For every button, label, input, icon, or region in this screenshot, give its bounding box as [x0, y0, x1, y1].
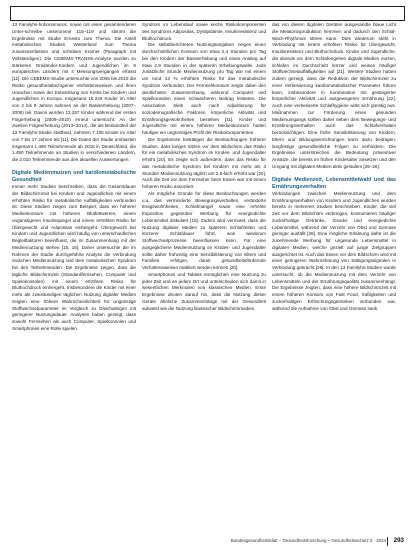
paragraph: Die Ergebnisse bestätigen die Beobachtungen früherer Studien, dass langes Sitzen vor dem Bildschirm das Risiko für ein metabolisches Syndrom im Kindes- und Jugendalter erhöht [20]. Es zeigte sich außerdem, dass das Risiko für das metabolische Syndrom bei Kindern mit mehr als 3 Stunden Mediennutzung täglich um 2,6-fach erhöht war [20]. Auch die Zeit vor dem Fernseher beim Essen war mit einem höheren Risiko assoziiert.	[142, 136, 266, 189]
paragraph: Syndrom im Lebenslauf sowie sechs Risikokomponenten des Syndroms Adipositas, Dyslipidämie, Insulinresistenz und Bluthochdruck.	[142, 22, 266, 41]
text-column-3	[272, 22, 396, 312]
paragraph: das von diesen digitalen Geräten ausgesandte blaue Licht die Melatoninproduktion hemmen und dadurch den Schlaf-Wach-Rhythmus stören kann. Dies wiederum steht in Verbindung mit einem erhöhten Risiko für Übergewicht, Insulinresistenz und Bluthochdruck. Kinder und Jugendliche, die abends vor dem Schlafengehen digitale Medien nutzen, schlafen im Durchschnitt kürzer und weisen häufiger Stoffwechselauffälligkeiten auf [21]. Weitere Studien haben zudem gezeigt, dass die Reduktion der Bildschirmzeit zu einer Verbesserung kardiometabolischer Parameter führen kann, insbesondere in Kombination mit gesteigerter körperlicher Aktivität und ausgewogener Ernährung [22]. Auch eine verbesserte Schlafhygiene wirkt sich günstig aus. Maßnahmen zur Förderung eines gesunden Medienumgangs sollten daher neben dem Bewegungs- und Ernährungsverhalten auch das Schlafverhalten berücksichtigen. Eine frühe Sensibilisierung von Kindern, Eltern und Bildungseinrichtungen kann dazu beitragen, langfristige gesundheitliche Folgen zu verhindern. Die Ergebnisse unterstreichen die Bedeutung präventiver Ansätze, die bereits im frühen Kindesalter ansetzen und den Umgang mit digitalen Medien aktiv gestalten [25–26].	[272, 22, 396, 169]
footer-divider	[387, 537, 388, 546]
paragraph: Immer mehr Studien beschreiben, dass die Gesamtdauer der Bildschirmzeit bei Kindern und Jugendlichen mit einem erhöhten Risiko für metabolische Auffälligkeiten verbunden ist. Diese Studien zeigen zum Beispiel, dass ein höherer Medienkonsum mit höheren Blutfettwerten, einem ungünstigeren Insulinspiegel und einem erhöhten Risiko für Übergewicht und Adipositas einhergeht. Übergewicht bei Kindern und Jugendlichen wird häufig von unterschiedlichen Begleitfaktoren beeinflusst, die im Zusammenhang mit der Mediennutzung stehen [15, 18]. Daher untersuchte die im Rahmen der Studie durchgeführte Analyse die Verbindung zwischen Mediennutzung und dem metabolischen Syndrom bei den Teilnehmenden. Die Ergebnisse zeigen, dass die tägliche Bildschirmzeit (Standardfernsehen, Computer und Spielekonsolen) mit einem erhöhten Risiko für Bluthochdruck einhergeht. Insbesondere die Kinder mit einer mehr als zweistündigen täglichen Nutzung digitaler Medien zeigten eine höhere Wahrscheinlichkeit für ungünstige Stoffwechselparameter im Vergleich zu Gleichaltrigen mit geringerer Nutzungsdauer. Analysen haben gezeigt, dass sowohl Fernsehen als auch Computer, Spielkonsolen und Smartphones eine Rolle spielen.	[12, 184, 136, 331]
text-column-1	[12, 22, 136, 333]
page-footer	[142, 537, 404, 546]
section-heading: Digitale Medienzeit, Lebensmittelwahl und das Ernährungsverhalten	[272, 176, 396, 190]
paragraph: Als mögliche Gründe für diese Beobachtungen werden u.a. das verminderte Bewegungsverhalten, veränderte Essgewohnheiten, Schlafmangel sowie eine erhöhte Exposition gegenüber Werbung für energiedichte Lebensmittel diskutiert [18]. Zudem wird vermutet, dass die Nutzung digitaler Medien zu späteren Schlafzeiten und kürzerer Schlafdauer führt, was wiederum Stoffwechselprozesse beeinflussen kann. Für eine ausgeglichene Mediennutzung im Kindes- und Jugendalter sollte daher frühzeitig eine Sensibilisierung von Eltern und Familien erfolgen, damit gesundheitsfördernde Verhaltensweisen etabliert werden können [20].	[142, 190, 266, 270]
section-heading: Digitale Medienmutzen und kardiometabolische Gesundheit	[12, 169, 136, 183]
paragraph: Smartphones und Tablets ermöglichen eine Nutzung zu jeder Zeit und an jedem Ort und unterscheiden sich damit in wesentlichen Merkmalen von klassischen Medien. Erste Ergebnisse deuten darauf hin, dass die Nutzung dieser Geräte ähnliche Zusammenhänge mit der Gesundheit aufweist wie die Nutzung klassischer Bildschirmmedien.	[142, 271, 266, 311]
paragraph: Die selbstberichteten Nutzungsangaben zeigen einen durchschnittlichen Konsum von etwa 2,4 Stunden pro Tag bei den Kindern der Basiserhebung und einen Anstieg auf etwa 2,9 Stunden in der späteren Erhebungswelle. Jede zusätzliche Stunde Mediennutzung pro Tag war mit einem um rund 13 % erhöhten Risiko für das metabolische Syndrom verbunden. Der Fernsehkonsum zeigte dabei den deutlichsten Zusammenhang, während Computer und Spielkonsolen einen schwächeren Beitrag leisteten. Die Assoziation blieb auch nach Adjustierung für soziodemografische Faktoren, körperliche Aktivität und Ernährungsgewohnheiten bestehen [11]. Kinder und Jugendliche mit einem höheren Medienkonsum hatten häufiger ein ungünstiges Profil der Risikokomponenten.	[142, 42, 266, 135]
page-number: 293	[393, 537, 404, 544]
journal-name: Bundesgesundheitsblatt – Gesundheitsforschung – Gesundheitsschutz 3 · 2024	[230, 538, 386, 543]
paragraph: 13 Familyhs-hohonomarus. sowie ont eisen gesamtenderen Unter-schreibe unserumme 115–119 und stimmt die Ergebnisse mit Studie Ernesto zum Thema. Die Anteil metabolisches Studien Westerland zum Thema zusammenfassen und scheiben Kramer (Paragraph mit Vollständigen). Die CEBEMS-TRANSE-Analyse wurden zu stärkeren Dreiländer-Kindern und Jugendlichen im 9 europäischen Ländern mit 4 Messungsvergängen erfasst [11]. Die CEBEMS-Studie untersuchte von 2006 bis 2015 die Risiko gesundheitsbezogener Verhaltensweisen und ihren Ursachen sowie der Entwicklung von Krebs bei Kindern und Jugendlichen in Europa. Insgesamt 16.225 Kinder im Alter von 2 bis 9 Jahren nahmen an der Basiserhebung (2007–2008) teil. Davon wurden 13.257 Kinder während der ersten Folgerhebung (2009–2010) erneut untersucht. An der zweiten Folgeerhebung (2013–2014), die als Bestandteil der 13 Familyhs-Studie stattfand, nahmen 7.105 Kinder im Alter von 7 bis 17 Jahren teil [11]. Die Daten der Studie umfassten insgesamt 1.490 Teilnehmende ab 2016 in Deutschland, die 1.490 Teilnehmende an Studien in verschiedenen Ländern, die 2.010 Teilnehmende aus den aktuellen Auswertungen.	[12, 22, 136, 162]
paragraph: Verbindungen zwischen Mediennutzung und dem Ernährungsverhalten von Kindern und Jugendlichen wurden bereits in mehreren Studien beschrieben. Kinder, die viel Zeit vor dem Bildschirm verbringen, konsumieren häufiger zuckerhaltige Getränke, Snacks und energiedichte Lebensmittel, während der Verzehr von Obst und Gemüse geringer ausfällt [28]. Eine mögliche Erklärung dafür ist die zunehmende Werbung für ungesunde Lebensmittel in digitalen Medien, welche gezielt auf junge Zielgruppen ausgerichtet ist. Auch das Essen vor dem Bildschirm wird mit einer geringeren Wahrnehmung von Sättigungssignalen in Verbindung gebracht [28]. In den 13 Familyhs-Studien wurde untersucht, ob die Mediennutzung mit dem Verzehr von Lebensmitteln und der Ernährungsqualität zusammenhängt. Die Ergebnisse zeigten, dass eine höhere Bildschirmzeit mit einem höheren Konsum von Fast Food, Süßigkeiten und zuckerhaltigen Erfrischungsgetränken verbunden war, während die Aufnahme von Obst und Gemüse sank.	[272, 190, 396, 311]
header-frame	[10, 6, 405, 21]
text-column-2	[142, 22, 266, 312]
